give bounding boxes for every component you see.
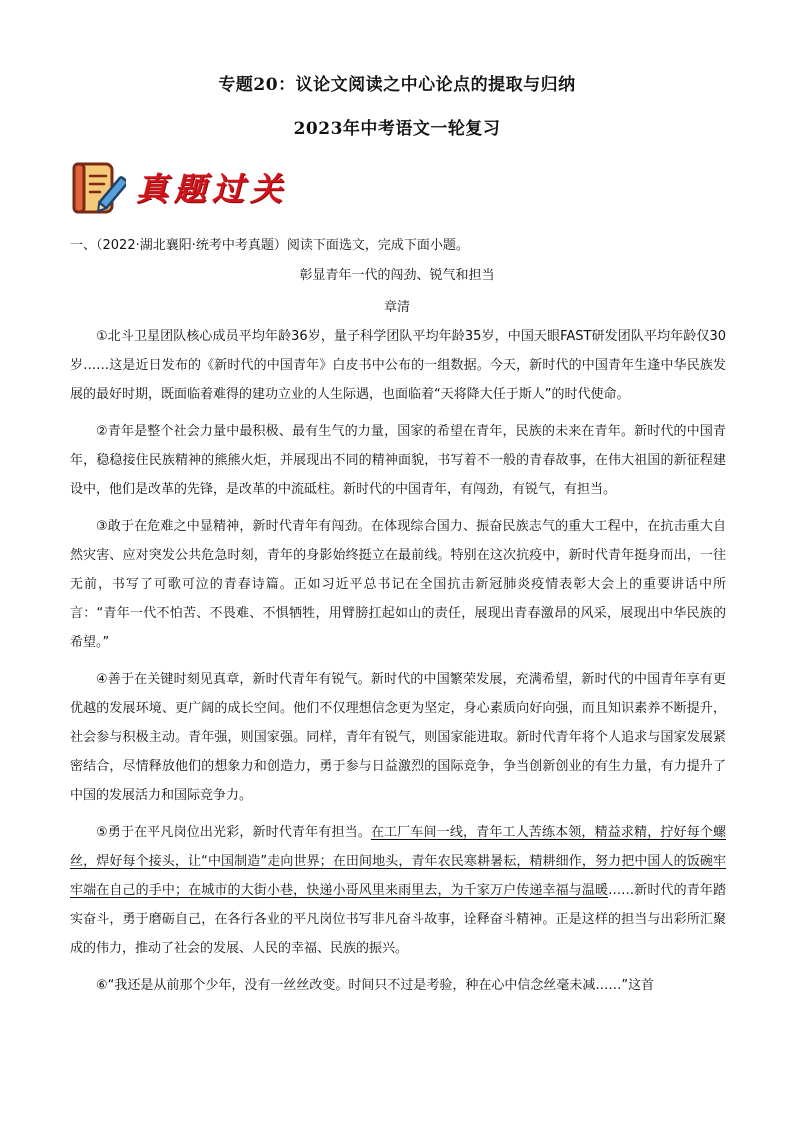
paragraph-5-tail: ……新时代的青年踏实奋斗，勇于磨砺自己，在各行各业的平凡岗位书写非凡奋斗故事，诠释奋斗精神。正是这样的担当与出彩所汇聚成的伟力，推动了社会的发展、人民的幸福、民族的振兴。	[70, 883, 726, 956]
paragraph-4: ④善于在关键时刻见真章，新时代青年有锐气。新时代的中国繁荣发展，充满希望，新时代的中国青年享有更优越的发展环境、更广阔的成长空间。他们不仅理想信念更为坚定，身心素质向好向强，而且知识素养不断提升，社会参与积极主动。青年强，则国家强。同样，青年有锐气，则国家能进取。新时代青年将个人追求与国家发展紧密结合，尽情释放他们的想象力和创造力，勇于参与日益激烈的国际竞争，争当创新创业的有生力量，有力提升了中国的发展活力和国际竞争力。	[70, 672, 726, 803]
paragraph-3: ③敢于在危难之中显精神，新时代青年有闯劲。在体现综合国力、振奋民族志气的重大工程中，在抗击重大自然灾害、应对突发公共危急时刻，青年的身影始终挺立在最前线。特别在这次抗疫中，新时代青年挺身而出，一往无前，书写了可歌可泣的青春诗篇。正如习近平总书记在全国抗击新冠肺炎疫情表彰大会上的重要讲话中所言：“青年一代不怕苦、不畏难、不惧牺牲，用臂膀扛起如山的责任，展现出青春激昂的风采，展现出中华民族的希望。”	[70, 519, 726, 650]
paragraph-6: ⑥“我还是从前那个少年，没有一丝丝改变。时间只不过是考验，种在心中信念丝毫未减……”这首	[96, 978, 655, 993]
article-title: 彰显青年一代的闯劲、锐气和担当	[299, 268, 495, 283]
paragraph-5-lead: ⑤勇于在平凡岗位出光彩，新时代青年有担当。	[96, 825, 371, 840]
document-title: 专题20：议论文阅读之中心论点的提取与归纳	[218, 75, 576, 95]
book-pencil-icon	[70, 160, 126, 216]
article-author: 章清	[383, 300, 410, 315]
article-body	[70, 322, 726, 1008]
banner-title: 真题过关	[136, 170, 289, 208]
paragraph-1: ①北斗卫星团队核心成员平均年龄36岁，量子科学团队平均年龄35岁，中国天眼FAST研发团队平均年龄仅30岁……这是近日发布的《新时代的中国青年》白皮书中公布的一组数据。今天，新时代的中国青年生逢中华民族发展的最好时期，既面临着难得的建功立业的人生际遇，也面临着“天将降大任于斯人”的时代使命。	[70, 329, 726, 402]
section-banner	[70, 160, 290, 216]
document-subtitle: 2023年中考语文一轮复习	[293, 119, 501, 139]
paragraph-2: ②青年是整个社会力量中最积极、最有生气的力量，国家的希望在青年，民族的未来在青年。新时代的中国青年，稳稳接住民族精神的熊熊火炬，并展现出不同的精神面貌，书写着不一般的青春故事，在伟大祖国的新征程建设中，他们是改革的先锋，是改革的中流砥柱。新时代的中国青年，有闯劲，有锐气，有担当。	[70, 424, 726, 497]
paragraph-5-underlined: 在工厂车间一线，青年工人苦练本领，精益求精，拧好每个螺丝，焊好每个接头，让“中国制造”走向世界；在田间地头，青年农民寒耕暑耘，精耕细作，努力把中国人的饭碗牢牢端在自己的手中；在城市的大街小巷，快递小哥风里来雨里去，为千家万户传递幸福与温暖	[70, 825, 726, 898]
question-intro: 一、（2022·湖北襄阳·统考中考真题）阅读下面选文，完成下面小题。	[70, 238, 469, 253]
paragraph-5	[70, 818, 726, 963]
